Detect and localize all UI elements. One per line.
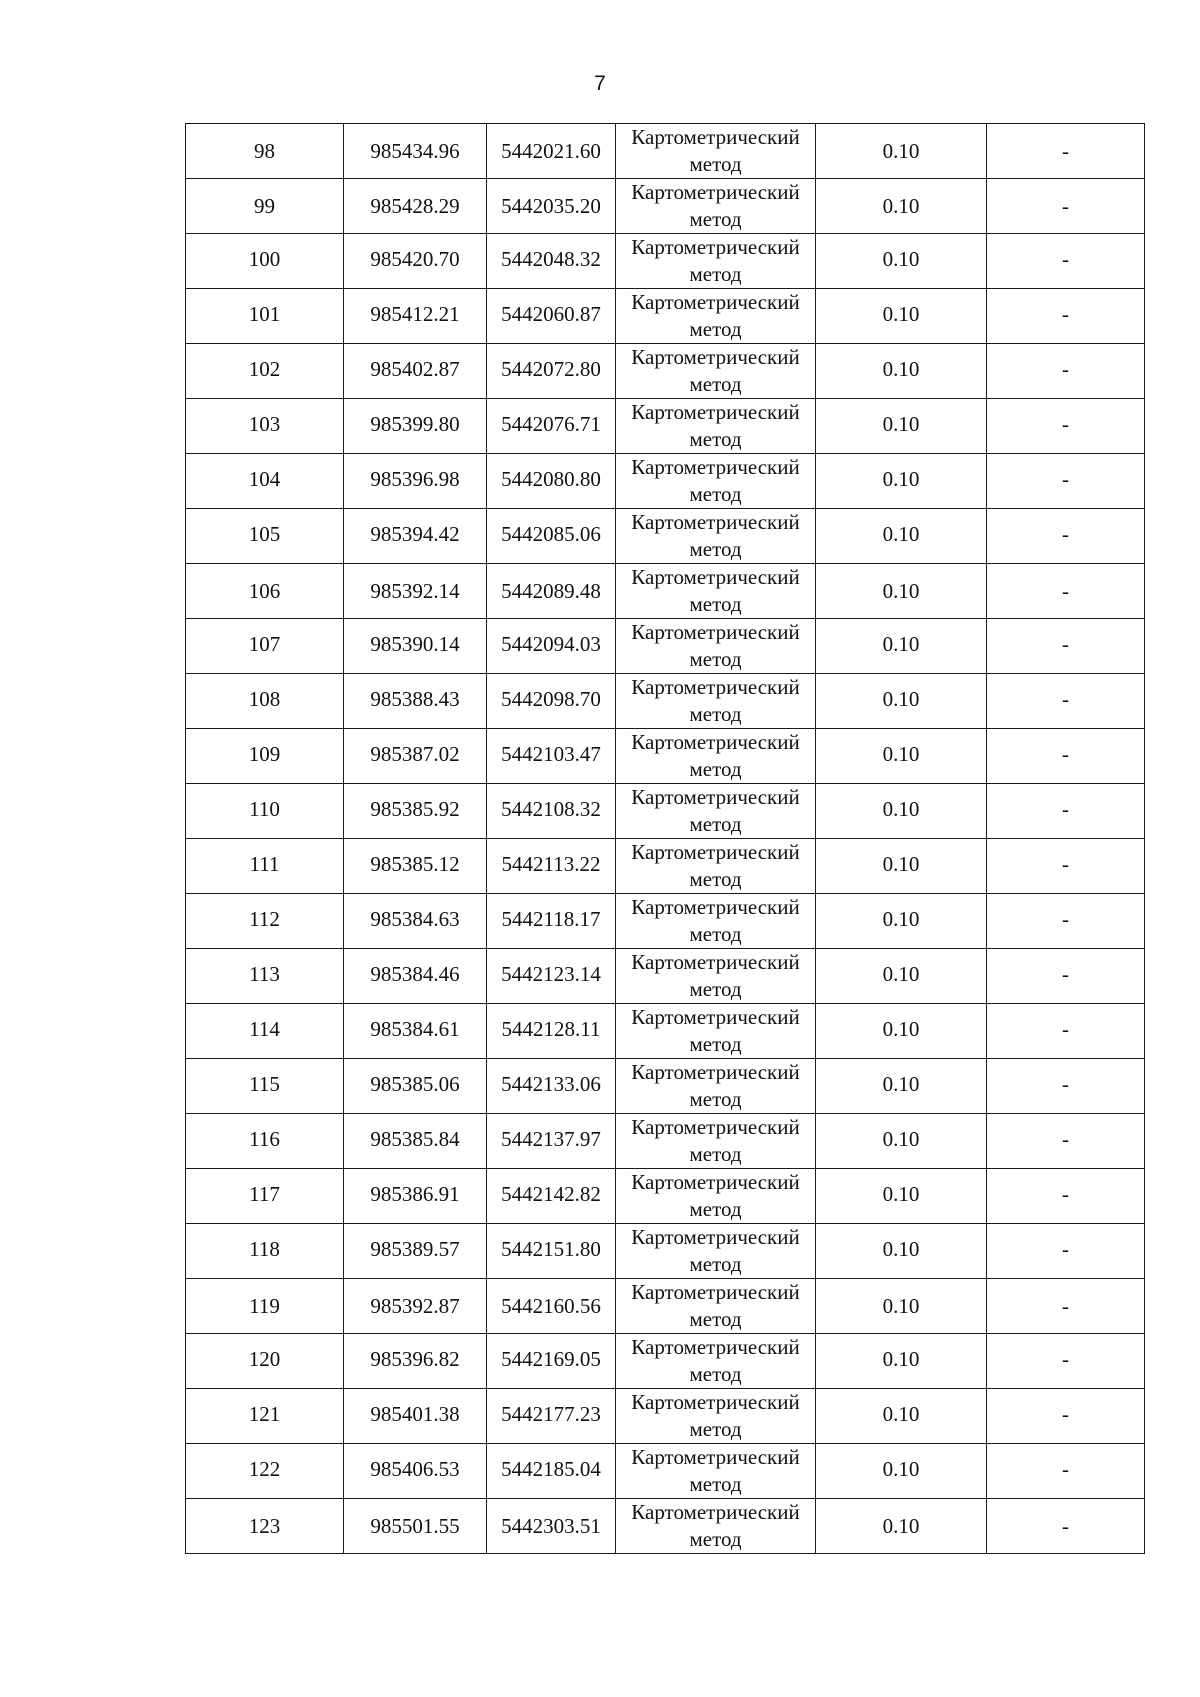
coordinates-table <box>185 123 1145 1554</box>
note-cell: - <box>987 1334 1145 1389</box>
method-line-1: Картометрический <box>631 565 800 589</box>
x-coordinate-cell: 985392.87 <box>344 1279 487 1334</box>
x-coordinate-cell: 985389.57 <box>344 1224 487 1279</box>
method-line-1: Картометрический <box>631 400 800 424</box>
table-row <box>186 729 1145 784</box>
y-coordinate-cell: 5442089.48 <box>487 564 616 619</box>
method-line-1: Картометрический <box>631 1500 800 1524</box>
method-cell <box>616 1334 816 1389</box>
point-number-cell: 101 <box>186 289 344 344</box>
method-line-2: метод <box>689 1142 742 1166</box>
method-line-2: метод <box>689 867 742 891</box>
y-coordinate-cell: 5442169.05 <box>487 1334 616 1389</box>
method-line-2: метод <box>689 1362 742 1386</box>
table-row <box>186 399 1145 454</box>
note-cell: - <box>987 344 1145 399</box>
y-coordinate-cell: 5442142.82 <box>487 1169 616 1224</box>
note-cell: - <box>987 674 1145 729</box>
method-line-2: метод <box>689 207 742 231</box>
method-line-2: метод <box>689 592 742 616</box>
table-row <box>186 784 1145 839</box>
method-line-2: метод <box>689 922 742 946</box>
x-coordinate-cell: 985385.06 <box>344 1059 487 1114</box>
table-row <box>186 234 1145 289</box>
x-coordinate-cell: 985390.14 <box>344 619 487 674</box>
y-coordinate-cell: 5442151.80 <box>487 1224 616 1279</box>
note-cell: - <box>987 454 1145 509</box>
accuracy-cell: 0.10 <box>816 1334 987 1389</box>
method-cell <box>616 1004 816 1059</box>
method-cell <box>616 784 816 839</box>
x-coordinate-cell: 985396.82 <box>344 1334 487 1389</box>
table-row <box>186 289 1145 344</box>
note-cell: - <box>987 619 1145 674</box>
method-cell <box>616 1114 816 1169</box>
method-line-2: метод <box>689 372 742 396</box>
method-line-1: Картометрический <box>631 1170 800 1194</box>
method-cell <box>616 729 816 784</box>
accuracy-cell: 0.10 <box>816 784 987 839</box>
accuracy-cell: 0.10 <box>816 1389 987 1444</box>
x-coordinate-cell: 985428.29 <box>344 179 487 234</box>
point-number-cell: 111 <box>186 839 344 894</box>
table-row <box>186 674 1145 729</box>
method-cell <box>616 1224 816 1279</box>
method-cell <box>616 289 816 344</box>
point-number-cell: 100 <box>186 234 344 289</box>
method-line-2: метод <box>689 812 742 836</box>
accuracy-cell: 0.10 <box>816 894 987 949</box>
y-coordinate-cell: 5442185.04 <box>487 1444 616 1499</box>
y-coordinate-cell: 5442098.70 <box>487 674 616 729</box>
point-number-cell: 113 <box>186 949 344 1004</box>
method-line-2: метод <box>689 1087 742 1111</box>
x-coordinate-cell: 985396.98 <box>344 454 487 509</box>
accuracy-cell: 0.10 <box>816 509 987 564</box>
y-coordinate-cell: 5442160.56 <box>487 1279 616 1334</box>
table-row <box>186 1389 1145 1444</box>
y-coordinate-cell: 5442094.03 <box>487 619 616 674</box>
x-coordinate-cell: 985402.87 <box>344 344 487 399</box>
table-row <box>186 1059 1145 1114</box>
point-number-cell: 110 <box>186 784 344 839</box>
point-number-cell: 114 <box>186 1004 344 1059</box>
method-line-1: Картометрический <box>631 1445 800 1469</box>
note-cell: - <box>987 1499 1145 1554</box>
accuracy-cell: 0.10 <box>816 124 987 179</box>
y-coordinate-cell: 5442021.60 <box>487 124 616 179</box>
method-line-1: Картометрический <box>631 840 800 864</box>
method-line-2: метод <box>689 702 742 726</box>
table-row <box>186 949 1145 1004</box>
method-line-2: метод <box>689 977 742 1001</box>
accuracy-cell: 0.10 <box>816 674 987 729</box>
x-coordinate-cell: 985394.42 <box>344 509 487 564</box>
table-row <box>186 1169 1145 1224</box>
method-cell <box>616 1059 816 1114</box>
method-line-1: Картометрический <box>631 235 800 259</box>
note-cell: - <box>987 1389 1145 1444</box>
x-coordinate-cell: 985387.02 <box>344 729 487 784</box>
note-cell: - <box>987 289 1145 344</box>
accuracy-cell: 0.10 <box>816 1114 987 1169</box>
note-cell: - <box>987 784 1145 839</box>
method-line-2: метод <box>689 647 742 671</box>
table-row <box>186 564 1145 619</box>
point-number-cell: 117 <box>186 1169 344 1224</box>
table-row <box>186 509 1145 564</box>
method-cell <box>616 1169 816 1224</box>
y-coordinate-cell: 5442103.47 <box>487 729 616 784</box>
x-coordinate-cell: 985434.96 <box>344 124 487 179</box>
coordinates-table-body <box>186 124 1145 1554</box>
method-cell <box>616 674 816 729</box>
y-coordinate-cell: 5442076.71 <box>487 399 616 454</box>
accuracy-cell: 0.10 <box>816 1444 987 1499</box>
method-cell <box>616 1279 816 1334</box>
note-cell: - <box>987 1059 1145 1114</box>
accuracy-cell: 0.10 <box>816 179 987 234</box>
accuracy-cell: 0.10 <box>816 399 987 454</box>
point-number-cell: 121 <box>186 1389 344 1444</box>
method-line-2: метод <box>689 262 742 286</box>
table-row <box>186 344 1145 399</box>
y-coordinate-cell: 5442123.14 <box>487 949 616 1004</box>
point-number-cell: 99 <box>186 179 344 234</box>
method-line-2: метод <box>689 1417 742 1441</box>
accuracy-cell: 0.10 <box>816 619 987 674</box>
method-cell <box>616 949 816 1004</box>
point-number-cell: 106 <box>186 564 344 619</box>
x-coordinate-cell: 985384.63 <box>344 894 487 949</box>
method-cell <box>616 399 816 454</box>
x-coordinate-cell: 985501.55 <box>344 1499 487 1554</box>
method-line-1: Картометрический <box>631 950 800 974</box>
y-coordinate-cell: 5442137.97 <box>487 1114 616 1169</box>
x-coordinate-cell: 985385.92 <box>344 784 487 839</box>
accuracy-cell: 0.10 <box>816 454 987 509</box>
x-coordinate-cell: 985385.84 <box>344 1114 487 1169</box>
note-cell: - <box>987 894 1145 949</box>
y-coordinate-cell: 5442113.22 <box>487 839 616 894</box>
table-row <box>186 894 1145 949</box>
method-line-2: метод <box>689 427 742 451</box>
accuracy-cell: 0.10 <box>816 1279 987 1334</box>
table-row <box>186 839 1145 894</box>
table-row <box>186 1004 1145 1059</box>
y-coordinate-cell: 5442303.51 <box>487 1499 616 1554</box>
y-coordinate-cell: 5442177.23 <box>487 1389 616 1444</box>
y-coordinate-cell: 5442072.80 <box>487 344 616 399</box>
method-line-2: метод <box>689 537 742 561</box>
method-line-1: Картометрический <box>631 1390 800 1414</box>
point-number-cell: 119 <box>186 1279 344 1334</box>
note-cell: - <box>987 1444 1145 1499</box>
method-cell <box>616 234 816 289</box>
accuracy-cell: 0.10 <box>816 949 987 1004</box>
method-line-1: Картометрический <box>631 1335 800 1359</box>
table-row <box>186 124 1145 179</box>
method-line-1: Картометрический <box>631 345 800 369</box>
y-coordinate-cell: 5442035.20 <box>487 179 616 234</box>
x-coordinate-cell: 985406.53 <box>344 1444 487 1499</box>
point-number-cell: 102 <box>186 344 344 399</box>
note-cell: - <box>987 1004 1145 1059</box>
method-cell <box>616 124 816 179</box>
x-coordinate-cell: 985420.70 <box>344 234 487 289</box>
y-coordinate-cell: 5442108.32 <box>487 784 616 839</box>
x-coordinate-cell: 985384.61 <box>344 1004 487 1059</box>
method-line-2: метод <box>689 482 742 506</box>
table-row <box>186 179 1145 234</box>
point-number-cell: 108 <box>186 674 344 729</box>
accuracy-cell: 0.10 <box>816 564 987 619</box>
accuracy-cell: 0.10 <box>816 1169 987 1224</box>
method-line-1: Картометрический <box>631 125 800 149</box>
point-number-cell: 105 <box>186 509 344 564</box>
note-cell: - <box>987 124 1145 179</box>
method-line-1: Картометрический <box>631 1005 800 1029</box>
method-cell <box>616 839 816 894</box>
method-line-2: метод <box>689 1032 742 1056</box>
note-cell: - <box>987 839 1145 894</box>
note-cell: - <box>987 234 1145 289</box>
method-line-2: метод <box>689 1527 742 1551</box>
method-line-2: метод <box>689 1472 742 1496</box>
point-number-cell: 107 <box>186 619 344 674</box>
method-line-2: метод <box>689 1307 742 1331</box>
method-line-1: Картометрический <box>631 895 800 919</box>
x-coordinate-cell: 985388.43 <box>344 674 487 729</box>
method-cell <box>616 1444 816 1499</box>
point-number-cell: 115 <box>186 1059 344 1114</box>
accuracy-cell: 0.10 <box>816 234 987 289</box>
point-number-cell: 122 <box>186 1444 344 1499</box>
method-line-1: Картометрический <box>631 675 800 699</box>
method-line-1: Картометрический <box>631 1115 800 1139</box>
y-coordinate-cell: 5442128.11 <box>487 1004 616 1059</box>
table-row <box>186 1334 1145 1389</box>
point-number-cell: 123 <box>186 1499 344 1554</box>
method-line-2: метод <box>689 317 742 341</box>
accuracy-cell: 0.10 <box>816 1059 987 1114</box>
method-cell <box>616 894 816 949</box>
accuracy-cell: 0.10 <box>816 1499 987 1554</box>
table-row <box>186 1499 1145 1554</box>
method-line-1: Картометрический <box>631 180 800 204</box>
y-coordinate-cell: 5442080.80 <box>487 454 616 509</box>
y-coordinate-cell: 5442060.87 <box>487 289 616 344</box>
point-number-cell: 98 <box>186 124 344 179</box>
method-line-2: метод <box>689 1252 742 1276</box>
method-cell <box>616 454 816 509</box>
accuracy-cell: 0.10 <box>816 1224 987 1279</box>
page-number: 7 <box>594 72 606 95</box>
table-row <box>186 1444 1145 1499</box>
note-cell: - <box>987 1224 1145 1279</box>
note-cell: - <box>987 509 1145 564</box>
note-cell: - <box>987 179 1145 234</box>
x-coordinate-cell: 985392.14 <box>344 564 487 619</box>
note-cell: - <box>987 949 1145 1004</box>
method-line-1: Картометрический <box>631 730 800 754</box>
method-cell <box>616 509 816 564</box>
accuracy-cell: 0.10 <box>816 839 987 894</box>
note-cell: - <box>987 1114 1145 1169</box>
method-line-1: Картометрический <box>631 1060 800 1084</box>
method-cell <box>616 1389 816 1444</box>
note-cell: - <box>987 729 1145 784</box>
accuracy-cell: 0.10 <box>816 729 987 784</box>
method-line-1: Картометрический <box>631 1280 800 1304</box>
x-coordinate-cell: 985399.80 <box>344 399 487 454</box>
point-number-cell: 120 <box>186 1334 344 1389</box>
y-coordinate-cell: 5442048.32 <box>487 234 616 289</box>
method-line-2: метод <box>689 152 742 176</box>
method-cell <box>616 179 816 234</box>
x-coordinate-cell: 985384.46 <box>344 949 487 1004</box>
method-line-1: Картометрический <box>631 290 800 314</box>
note-cell: - <box>987 564 1145 619</box>
method-line-1: Картометрический <box>631 785 800 809</box>
method-cell <box>616 1499 816 1554</box>
method-line-2: метод <box>689 757 742 781</box>
table-row <box>186 1224 1145 1279</box>
method-line-2: метод <box>689 1197 742 1221</box>
table-row <box>186 1114 1145 1169</box>
point-number-cell: 109 <box>186 729 344 784</box>
note-cell: - <box>987 1169 1145 1224</box>
method-line-1: Картометрический <box>631 455 800 479</box>
note-cell: - <box>987 1279 1145 1334</box>
x-coordinate-cell: 985401.38 <box>344 1389 487 1444</box>
point-number-cell: 118 <box>186 1224 344 1279</box>
method-line-1: Картометрический <box>631 1225 800 1249</box>
table-row <box>186 454 1145 509</box>
y-coordinate-cell: 5442133.06 <box>487 1059 616 1114</box>
table-row <box>186 619 1145 674</box>
point-number-cell: 104 <box>186 454 344 509</box>
method-cell <box>616 564 816 619</box>
point-number-cell: 116 <box>186 1114 344 1169</box>
method-cell <box>616 619 816 674</box>
accuracy-cell: 0.10 <box>816 1004 987 1059</box>
method-line-1: Картометрический <box>631 510 800 534</box>
accuracy-cell: 0.10 <box>816 289 987 344</box>
point-number-cell: 103 <box>186 399 344 454</box>
accuracy-cell: 0.10 <box>816 344 987 399</box>
y-coordinate-cell: 5442085.06 <box>487 509 616 564</box>
point-number-cell: 112 <box>186 894 344 949</box>
note-cell: - <box>987 399 1145 454</box>
x-coordinate-cell: 985386.91 <box>344 1169 487 1224</box>
method-line-1: Картометрический <box>631 620 800 644</box>
x-coordinate-cell: 985412.21 <box>344 289 487 344</box>
table-row <box>186 1279 1145 1334</box>
x-coordinate-cell: 985385.12 <box>344 839 487 894</box>
y-coordinate-cell: 5442118.17 <box>487 894 616 949</box>
method-cell <box>616 344 816 399</box>
